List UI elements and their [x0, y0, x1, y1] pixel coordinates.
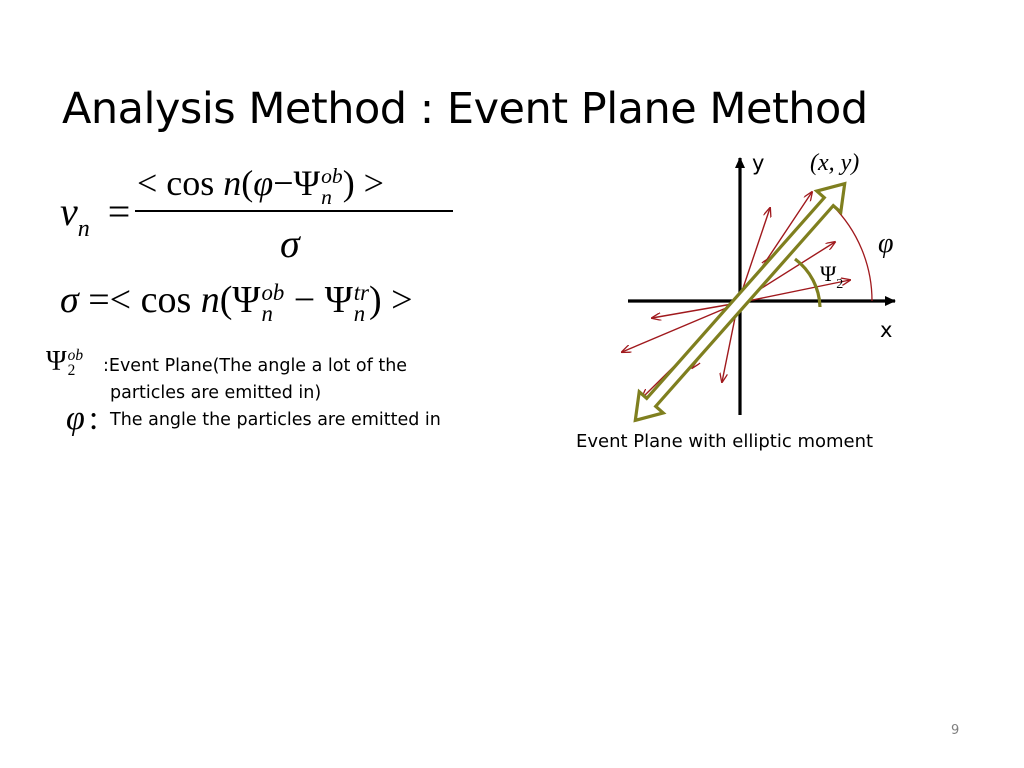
psi2-label-psi: Ψ	[820, 261, 837, 286]
x-axis-label: x	[880, 318, 893, 342]
sigma-rhs-minus: −	[284, 279, 325, 321]
psi2-label-sub: 2	[836, 277, 844, 292]
phi-note-phi: φ	[66, 400, 85, 437]
vn-numerator-minus: −	[273, 163, 294, 203]
sigma-psi-ob: Ψ	[232, 279, 261, 321]
point-xy-label: (x, y)	[810, 150, 860, 176]
psi2-description-line2: particles are emitted in)	[110, 383, 322, 403]
phi-description: The angle the particles are emitted in	[110, 410, 441, 430]
y-axis-label: y	[752, 151, 765, 175]
vn-subscript: n	[77, 215, 90, 242]
vn-numerator-n: n	[223, 163, 242, 203]
vn-equals: =	[107, 189, 131, 234]
page-number: 9	[951, 723, 960, 738]
sigma-rhs-paren: (	[219, 279, 233, 321]
diagram-caption: Event Plane with elliptic moment	[576, 431, 874, 452]
psi2-superscript-ob: ob	[67, 346, 84, 364]
psi2-description-line1: :Event Plane(The angle a lot of the	[103, 356, 408, 376]
vn-numerator-close: ) >	[342, 163, 384, 203]
sigma-psi-tr: Ψ	[324, 279, 353, 321]
vn-numerator-open: < cos	[137, 163, 224, 203]
phi-label: φ	[878, 228, 894, 259]
phi-note-colon: :	[88, 400, 99, 437]
sigma-symbol: σ	[60, 279, 79, 321]
vn-numerator-paren: (	[241, 163, 254, 203]
vn-denominator-sigma: σ	[280, 221, 300, 266]
vn-numerator-phi: φ	[253, 163, 274, 203]
slide-title: Analysis Method : Event Plane Method	[62, 84, 868, 134]
vn-numerator-psi: Ψ	[293, 163, 321, 203]
psi-superscript-ob: ob	[321, 164, 343, 189]
psi-subscript-n: n	[321, 184, 332, 209]
psi-superscript-ob: ob	[261, 279, 285, 305]
sigma-rhs-n: n	[200, 279, 220, 321]
sigma-rhs-open: =< cos	[88, 279, 201, 321]
sigma-rhs-close: ) >	[368, 279, 413, 321]
psi2-label	[820, 261, 843, 292]
psi-subscript-n: n	[261, 301, 273, 327]
psi2-psi: Ψ	[46, 346, 67, 377]
psi2-subscript: 2	[67, 361, 76, 379]
vn-symbol: v	[60, 189, 78, 234]
psi-superscript-tr: tr	[353, 279, 369, 305]
psi-subscript-n: n	[353, 301, 366, 327]
